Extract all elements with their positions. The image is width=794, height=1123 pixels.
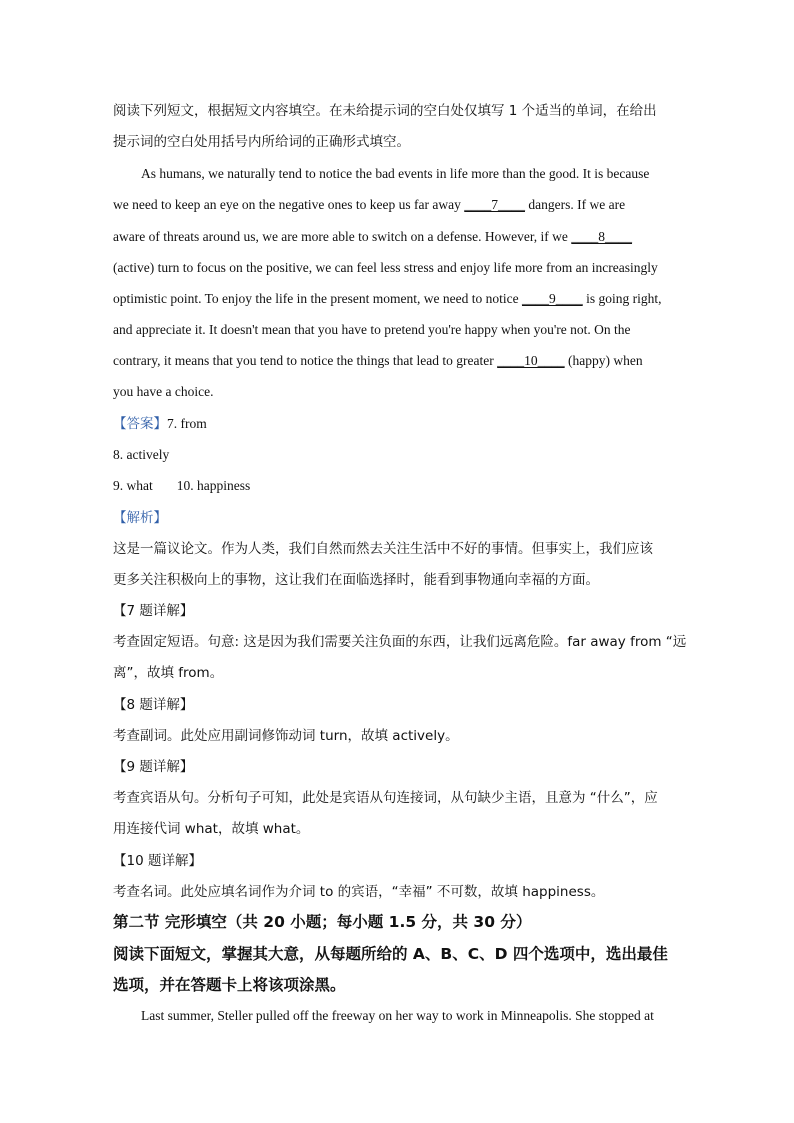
passage-text: optimistic point. To enjoy the life in the present moment, we need to notice xyxy=(113,291,522,306)
passage-text: (happy) when xyxy=(564,353,643,368)
section-2-instruction-2: 选项，并在答题卡上将该项涂黑。 xyxy=(113,976,346,994)
q8-line-1: 考查副词。此处应用副词修饰动词 turn，故填 actively。 xyxy=(113,728,459,744)
q7-line-1: 考查固定短语。句意: 这是因为我们需要关注负面的东西，让我们远离危险。far away from “远 xyxy=(113,634,687,650)
passage-line-8: you have a choice. xyxy=(113,384,214,399)
answer-8: 8. actively xyxy=(113,447,170,462)
answer-7: 7. from xyxy=(167,416,207,431)
answer-10: 10. happiness xyxy=(176,478,251,493)
q9-line-2: 用连接代词 what，故填 what。 xyxy=(113,821,310,837)
passage-line-6: and appreciate it. It doesn't mean that you have to pretend you're happy when you're not. On the xyxy=(113,322,631,337)
blank-10: ____10____ xyxy=(497,353,565,368)
passage-text: contrary, it means that you tend to notice the things that lead to greater xyxy=(113,353,498,368)
answer-label: 【答案】 xyxy=(113,416,167,432)
instructions-line-2: 提示词的空白处用括号内所给词的正确形式填空。 xyxy=(113,134,410,150)
passage-text: dangers. If we are xyxy=(524,197,626,212)
answer-9: 9. what xyxy=(113,478,153,493)
blank-9: ____9____ xyxy=(521,291,583,306)
section-2-instruction-1: 阅读下面短文，掌握其大意，从每题所给的 A、B、C、D 四个选项中，选出最佳 xyxy=(113,945,668,963)
blank-7: ____7____ xyxy=(464,197,525,212)
cloze-passage-line-1: Last summer, Steller pulled off the freeway on her way to work in Minneapolis. She stopped at xyxy=(141,1008,654,1023)
q7-title: 【7 题详解】 xyxy=(113,603,194,619)
instructions-line-1: 阅读下列短文，根据短文内容填空。在未给提示词的空白处仅填写 1 个适当的单词，在给出 xyxy=(113,103,657,119)
section-2-heading: 第二节 完形填空（共 20 小题；每小题 1.5 分，共 30 分） xyxy=(113,913,532,931)
blank-8: ____8____ xyxy=(571,229,633,244)
passage-line-1: As humans, we naturally tend to notice the bad events in life more than the good. It is because xyxy=(141,166,650,181)
passage-line-3 xyxy=(113,227,632,247)
q9-line-1: 考查宾语从句。分析句子可知，此处是宾语从句连接词，从句缺少主语，且意为 “什么”，应 xyxy=(113,790,658,806)
q9-title: 【9 题详解】 xyxy=(113,759,194,775)
passage-text: aware of threats around us, we are more able to switch on a defense. However, if we xyxy=(113,229,572,244)
passage-line-2 xyxy=(113,195,625,215)
analysis-line-1: 这是一篇议论文。作为人类，我们自然而然去关注生活中不好的事情。但事实上，我们应该 xyxy=(113,541,653,557)
analysis-line-2: 更多关注积极向上的事物，这让我们在面临选择时，能看到事物通向幸福的方面。 xyxy=(113,572,599,588)
q10-title: 【10 题详解】 xyxy=(113,853,202,869)
passage-text: is going right, xyxy=(582,291,662,306)
passage-line-4: (active) turn to focus on the positive, we can feel less stress and enjoy life more from an increasingly xyxy=(113,260,658,275)
q8-title: 【8 题详解】 xyxy=(113,697,194,713)
answer-line xyxy=(113,414,207,434)
q10-line-1: 考查名词。此处应填名词作为介词 to 的宾语，“幸福” 不可数，故填 happiness。 xyxy=(113,884,605,900)
analysis-label: 【解析】 xyxy=(113,510,167,526)
passage-line-7 xyxy=(113,351,643,371)
answer-9-10 xyxy=(113,476,250,496)
passage-line-5 xyxy=(113,289,661,309)
q7-line-2: 离”，故填 from。 xyxy=(113,665,224,681)
passage-text: we need to keep an eye on the negative ones to keep us far away xyxy=(113,197,465,212)
